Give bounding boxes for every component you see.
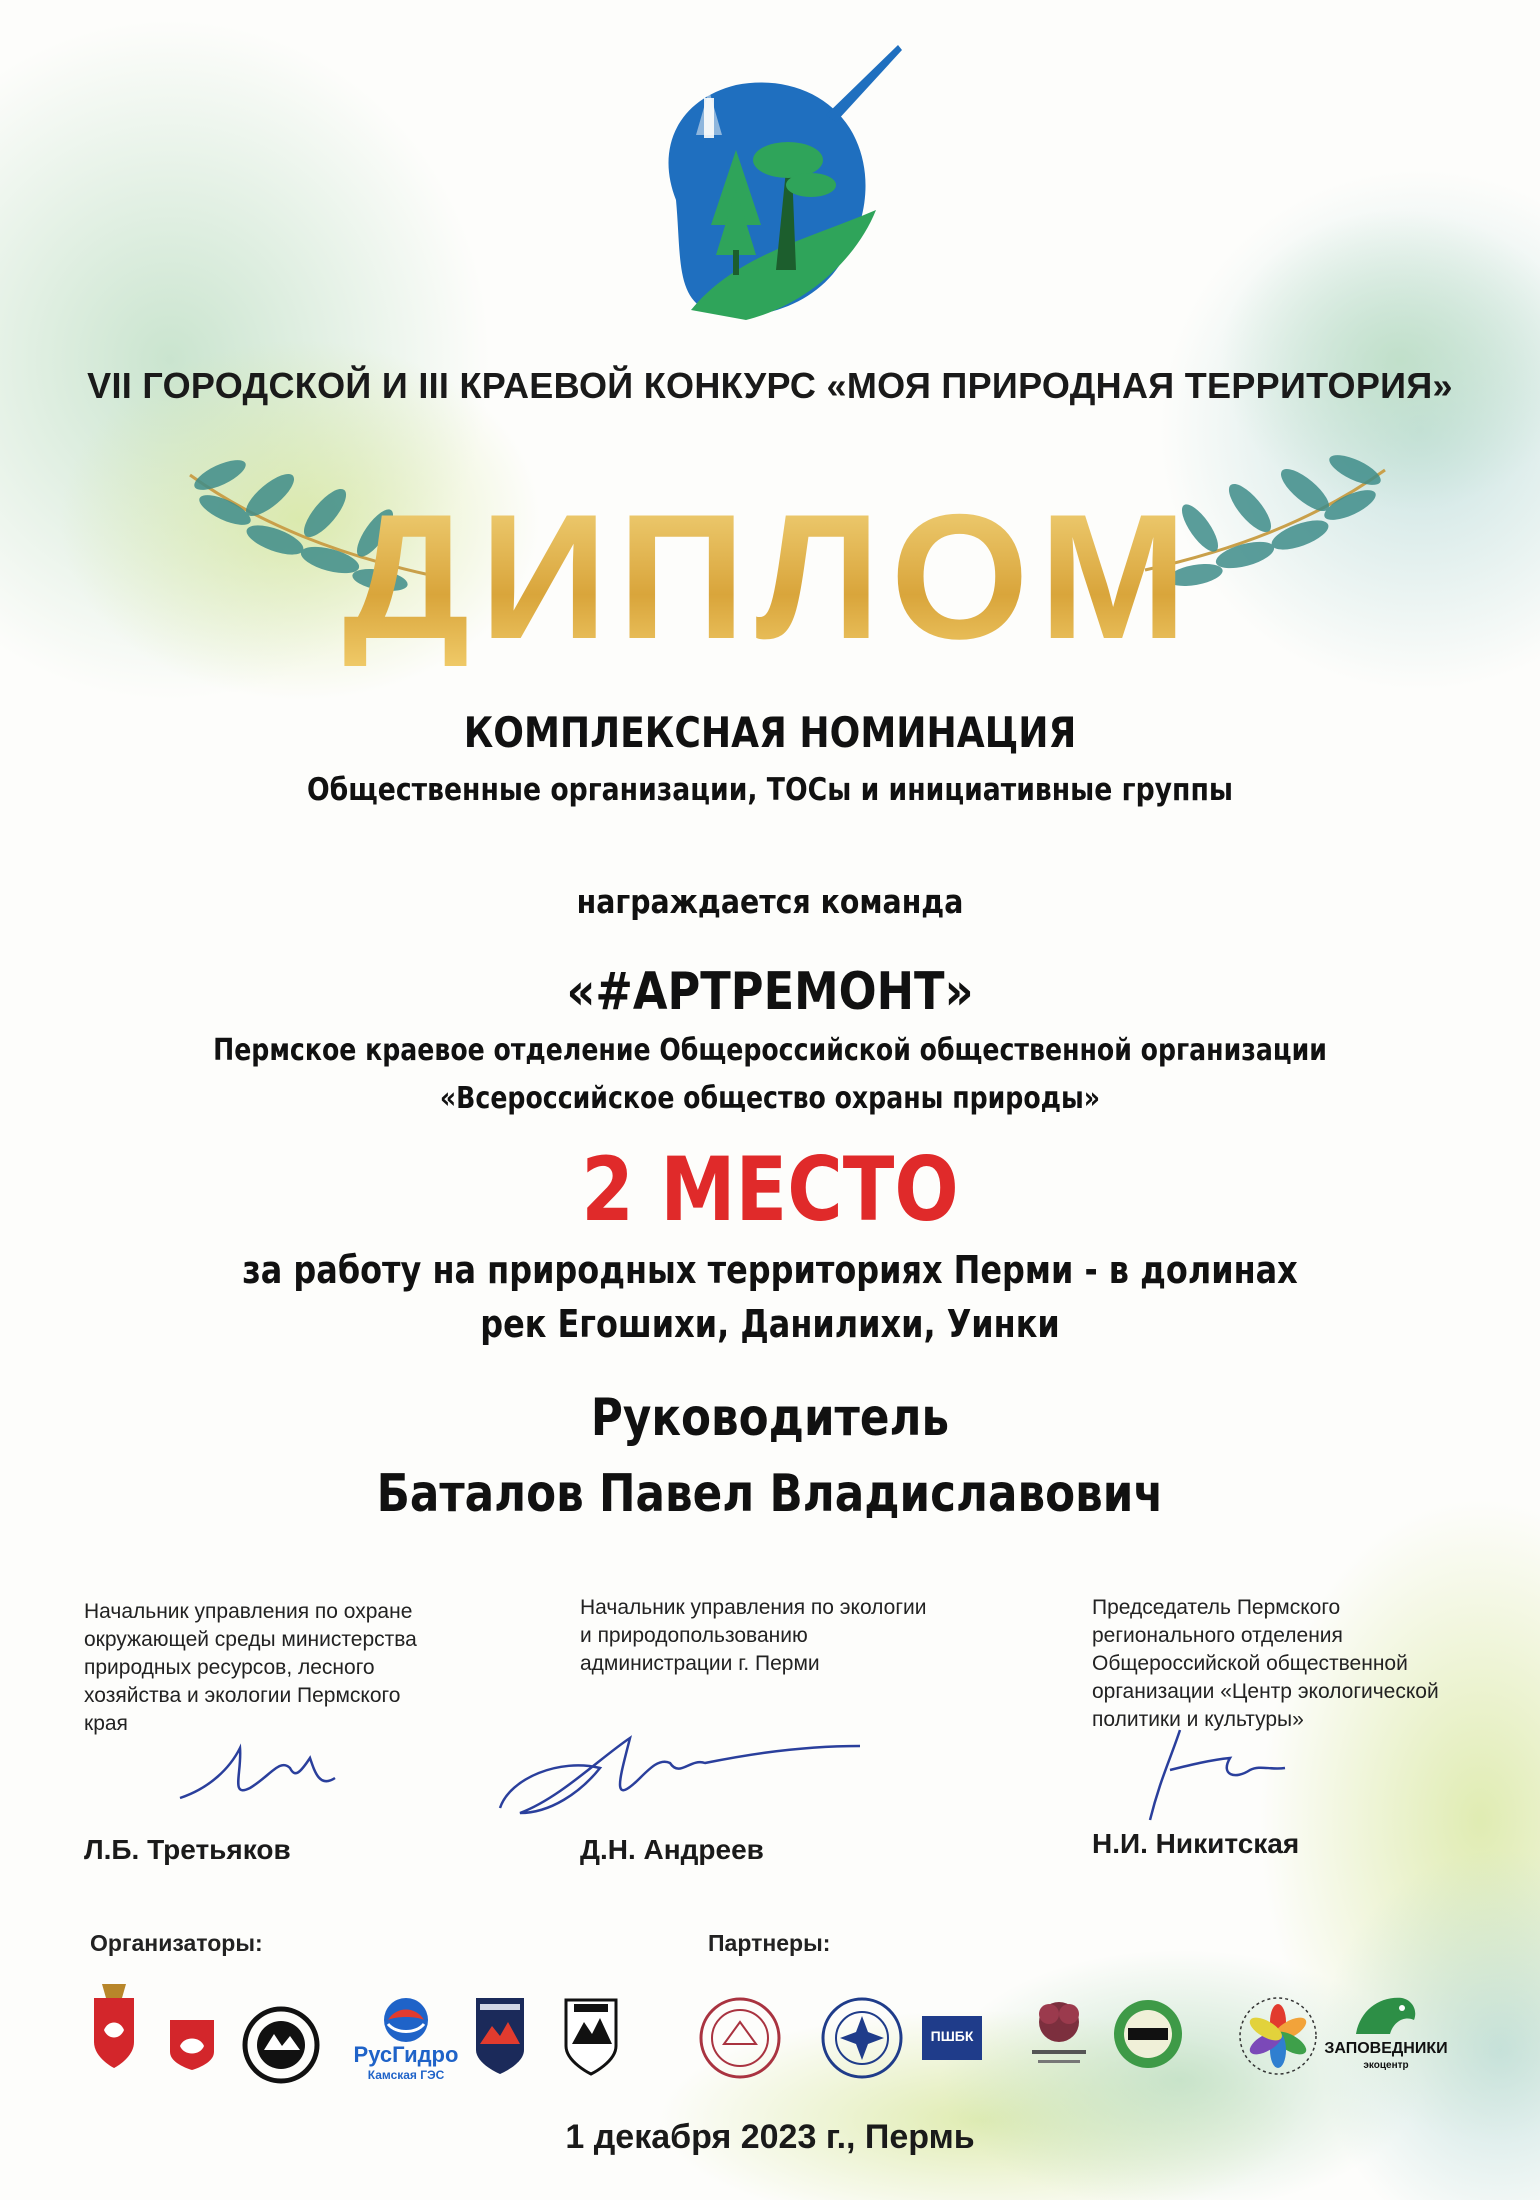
- university-seal-logo: [698, 1996, 782, 2080]
- date-and-place: 1 декабря 2023 г., Пермь: [565, 2118, 975, 2156]
- nursery-flower-logo: [1024, 1996, 1094, 2080]
- awarded-text: награждается команда: [576, 882, 964, 921]
- zapovedniki-animal-logo: [1350, 1990, 1420, 2040]
- pedagogical-university-seal-logo: [820, 1996, 904, 2080]
- team-organization-line1: Пермское краевое отделение Общероссийской общественной организации: [213, 1033, 1327, 1068]
- nomination-subtitle: Общественные организации, ТОСы и инициативные группы: [306, 772, 1234, 808]
- signatory-3-name: Н.И. Никитская: [1092, 1828, 1300, 1859]
- organizers-label: Организаторы:: [90, 1930, 263, 1956]
- team-name: «#АРТРЕМОНТ»: [566, 962, 974, 1022]
- work-description-line2: рек Егошихи, Данилихи, Уинки: [480, 1302, 1060, 1346]
- signatory-2-name: Д.Н. Андреев: [580, 1834, 764, 1865]
- nomination-title: КОМПЛЕКСНАЯ НОМИНАЦИЯ: [463, 708, 1077, 757]
- contest-title: VII ГОРОДСКОЙ И III КРАЕВОЙ КОНКУРС «МОЯ ПРИРОДНАЯ ТЕРРИТОРИЯ»: [87, 365, 1453, 406]
- green-circle-partner-logo: [1110, 1996, 1186, 2072]
- rushydro-logo: [376, 1996, 436, 2044]
- diploma-title: ДИПЛОМ: [0, 488, 1540, 666]
- shield-organizer-logo: [474, 1996, 526, 2076]
- signatory-2-title: Начальник управления по экологии и природопользованию администрации г. Перми: [580, 1596, 927, 1675]
- signature-1: [170, 1728, 350, 1818]
- rushydro-logo-subtext: Камская ГЭС: [367, 2068, 445, 2082]
- perm-krai-coat-of-arms-logo: [90, 1980, 138, 2070]
- signature-2: [490, 1718, 870, 1838]
- basegi-reserve-logo: [562, 1996, 620, 2076]
- zapovedniki-logo-subtext: экоцентр: [1363, 2060, 1409, 2071]
- perm-city-coat-of-arms-logo: [166, 2016, 218, 2072]
- signatory-1-name: Л.Б. Третьяков: [84, 1834, 291, 1865]
- contest-emblem-logo: [636, 40, 906, 330]
- team-organization-line2: «Всероссийское общество охраны природы»: [439, 1081, 1101, 1116]
- rushydro-logo-text: РусГидро: [353, 2042, 459, 2067]
- leader-label: Руководитель: [590, 1388, 950, 1448]
- leader-name: Баталов Павел Владиславович: [376, 1464, 1164, 1524]
- signatory-1-title: Начальник управления по охране окружающей среды министерства природных ресурсов, лесного хозяйства и экологии Пермского края: [84, 1600, 417, 1735]
- work-description-line1: за работу на природных территориях Перми - в долинах: [242, 1248, 1298, 1292]
- signature-3: [1140, 1720, 1290, 1830]
- signatory-3-title: Председатель Пермского регионального отделения Общероссийской общественной организации «Центр экологической политики и культуры»: [1092, 1596, 1439, 1731]
- zapovedniki-logo-text: ЗАПОВЕДНИКИ: [1324, 2040, 1448, 2057]
- partners-label: Партнеры:: [708, 1930, 831, 1956]
- place-award: 2 МЕСТО: [581, 1138, 959, 1241]
- reserves-friends-movement-logo: [1236, 1994, 1320, 2078]
- psbk-logo-text: ПШБК: [930, 2028, 974, 2044]
- round-organizer-emblem-logo: [242, 2006, 320, 2084]
